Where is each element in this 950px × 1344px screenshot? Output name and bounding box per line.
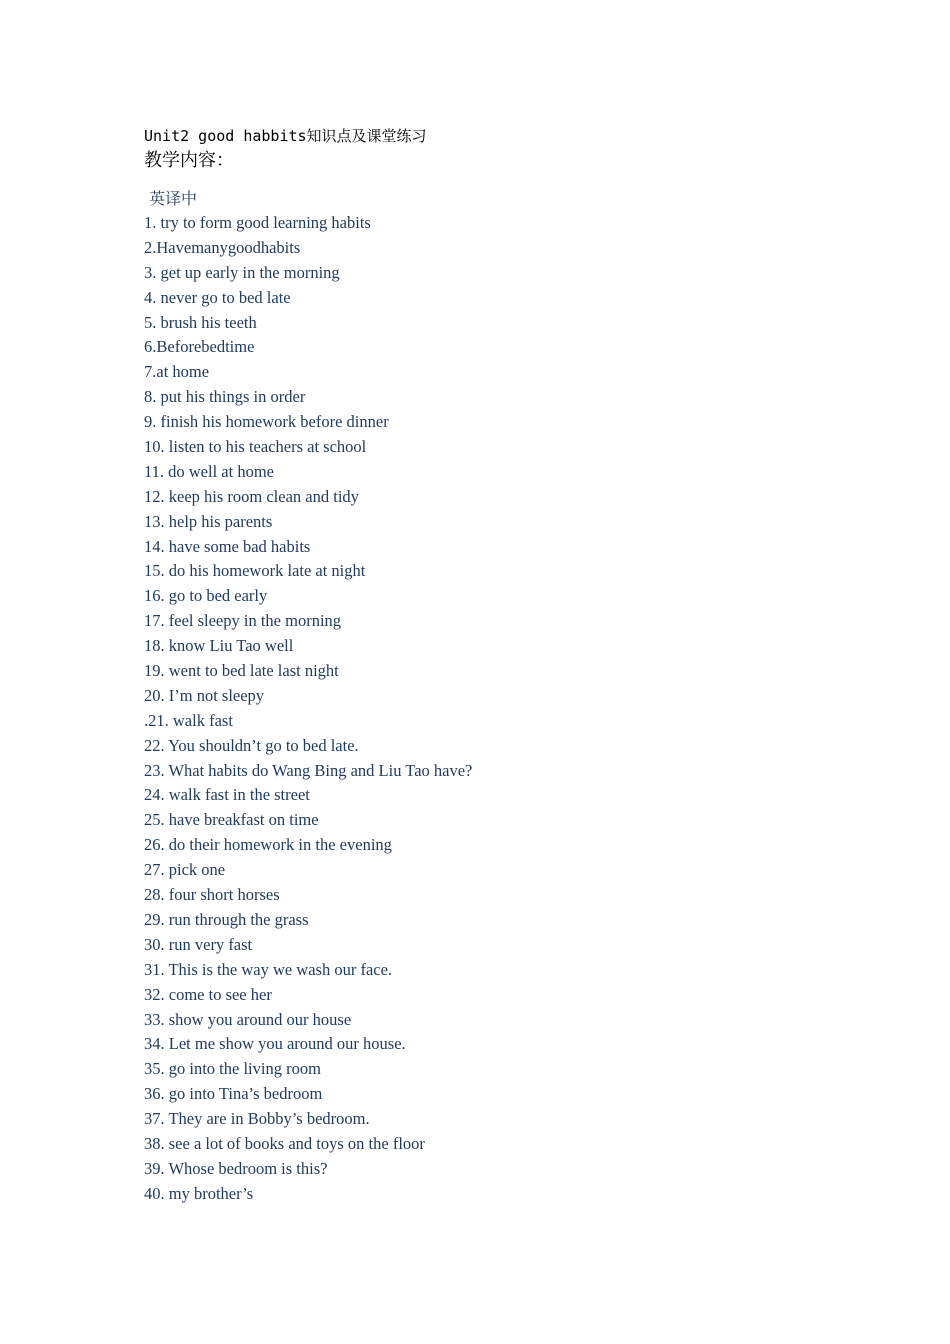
phrase-list [144,211,844,1207]
list-item: 40. my brother’s [144,1183,254,1203]
list-item: 37. They are in Bobby’s bedroom. [144,1109,370,1129]
list-item: 28. four short horses [144,885,280,905]
list-item: 9. finish his homework before dinner [144,412,389,432]
list-item: 33. show you around our house [144,1009,352,1029]
list-item: 13. help his parents [144,511,273,531]
list-item: 2.Havemanygoodhabits [144,237,301,257]
list-item: 5. brush his teeth [144,312,257,332]
list-item: 20. I’m not sleepy [144,685,265,705]
list-item: 15. do his homework late at night [144,561,366,581]
list-item: 8. put his things in order [144,387,306,407]
list-item: 19. went to bed late last night [144,661,339,681]
section-heading: 英译中 [149,189,198,208]
list-item: 12. keep his room clean and tidy [144,486,359,506]
list-item: 10. listen to his teachers at school [144,437,367,457]
list-item: 35. go into the living room [144,1059,321,1079]
list-item: 22. You shouldn’t go to bed late. [144,735,359,755]
list-item: 34. Let me show you around our house. [144,1034,406,1054]
document-title: Unit2 good habbits知识点及课堂练习 [144,127,427,145]
list-item: 27. pick one [144,860,226,880]
list-item: 23. What habits do Wang Bing and Liu Tao have? [144,760,473,780]
list-item: 29. run through the grass [144,909,309,929]
list-item: 18. know Liu Tao well [144,636,294,656]
list-item: 24. walk fast in the street [144,785,310,805]
list-item: 38. see a lot of books and toys on the floor [144,1133,425,1153]
list-item: 39. Whose bedroom is this? [144,1158,328,1178]
list-item: .21. walk fast [144,710,233,730]
list-item: 3. get up early in the morning [144,262,340,282]
document-subtitle: 教学内容： [144,150,234,171]
list-item: 4. never go to bed late [144,287,291,307]
list-item: 7.at home [144,362,210,382]
list-item: 11. do well at home [144,461,274,481]
list-item: 30. run very fast [144,934,253,954]
list-item: 26. do their homework in the evening [144,835,392,855]
list-item: 31. This is the way we wash our face. [144,959,393,979]
list-item: 6.Beforebedtime [144,337,255,357]
list-item: 25. have breakfast on time [144,810,319,830]
list-item: 36. go into Tina’s bedroom [144,1084,323,1104]
document-content [144,124,844,1207]
list-item: 16. go to bed early [144,586,268,606]
list-item: 32. come to see her [144,984,272,1004]
list-item: 17. feel sleepy in the morning [144,611,342,631]
list-item: 1. try to form good learning habits [144,213,371,232]
list-item: 14. have some bad habits [144,536,311,556]
